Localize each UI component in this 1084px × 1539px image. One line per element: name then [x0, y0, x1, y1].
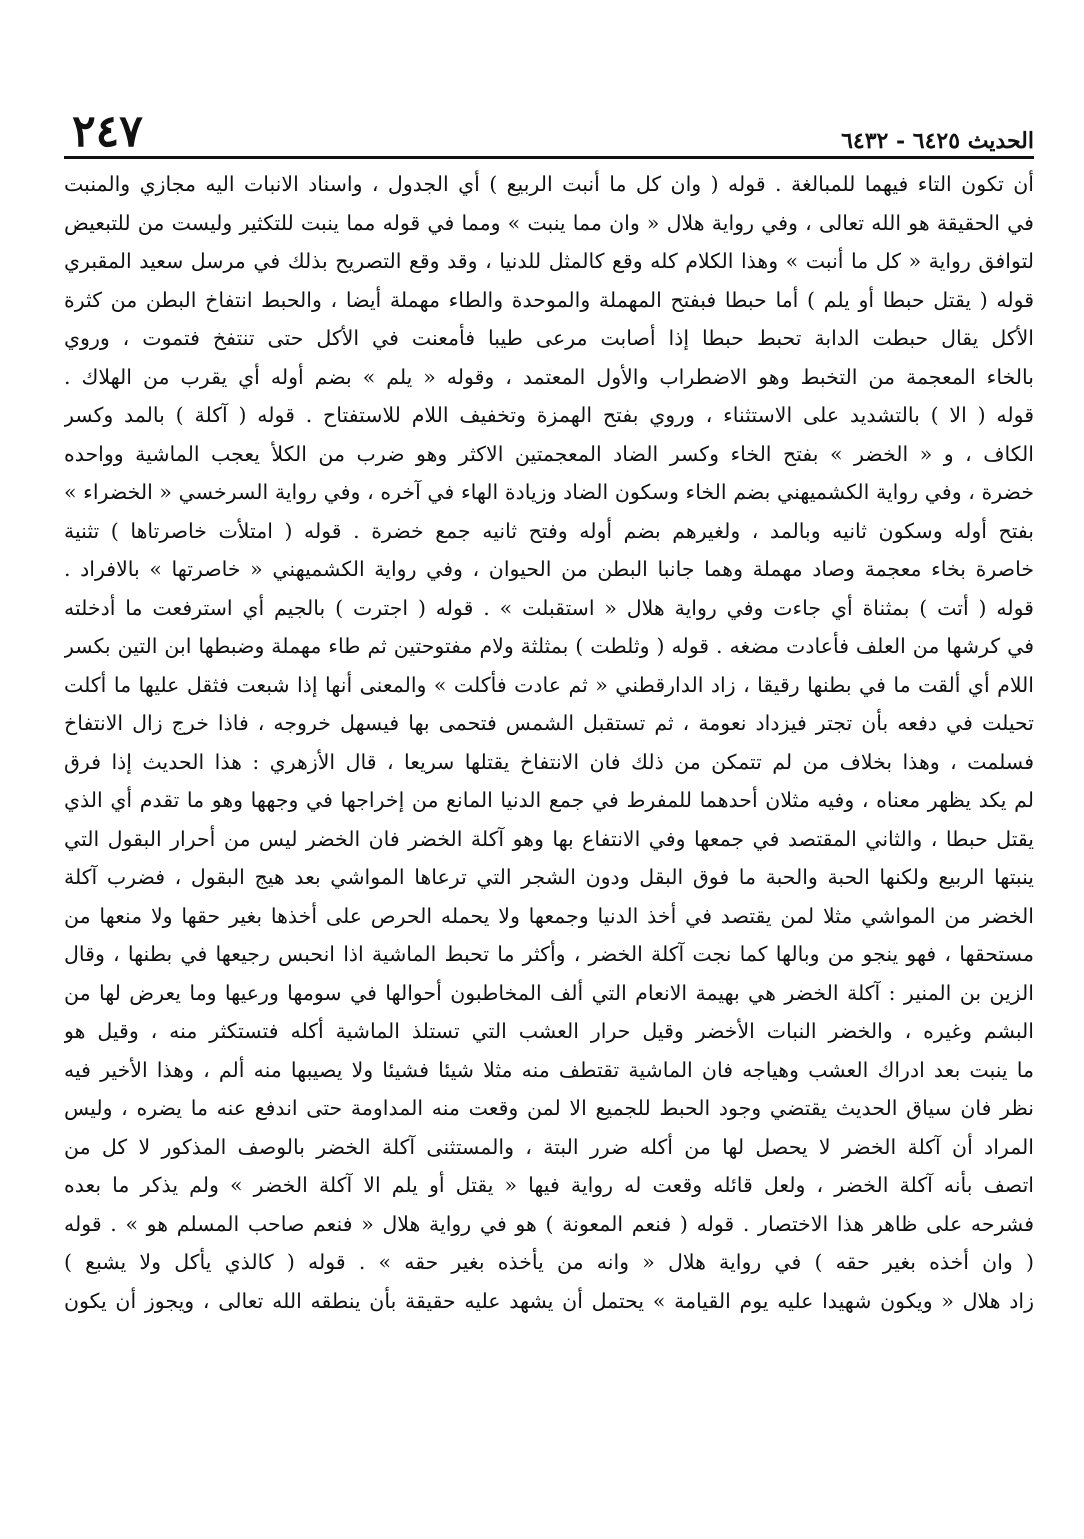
text-line: زاد هلال « ويكون شهيدا عليه يوم القيامة » يحتمل أن يشهد عليه حقيقة بأن ينطقه الله تعالى ، ويجوز أن يكون: [64, 1288, 1034, 1313]
text-line: الأكل يقال حبطت الدابة تحبط حبطا إذا أصابت مرعى طيبا فأمعنت في الأكل حتى تنتفخ فتموت ، وروي: [64, 326, 1034, 350]
text-line: اللام أي ألقت ما في بطنها رقيقا ، زاد الدارقطني « ثم عادت فأكلت » والمعنى أنها إذا شبعت فثقل عليها ما أكلت: [64, 672, 1034, 697]
text-line: فشرحه على ظاهر هذا الاختصار . قوله ( فنعم المعونة ) هو في رواية هلال « فنعم صاحب المسلم هو » . قوله: [64, 1211, 1034, 1236]
text-line: ينبتها الربيع ولكنها الحبة والحبة ما فوق البقل ودون الشجر التي ترعاها المواشي بعد هيج البقول ، فضرب آكلة: [64, 865, 1034, 889]
text-line: يقتل حبطا ، والثاني المقتصد في جمعها وفي الانتفاع بها وهو آكلة الخضر فان الخضر ليس من أحرار البقول التي: [64, 826, 1034, 851]
text-line: أن تكون التاء فيهما للمبالغة . قوله ( وان كل ما أنبت الربيع ) أي الجدول ، واسناد الانبات اليه مجازي والمنبت: [64, 172, 1034, 196]
text-line: الخضر من المواشي مثلا لمن يقتصد في أخذ الدنيا وجمعها ولا يحمله الحرص على أخذها بغير حقها ولا منعها من: [64, 903, 1034, 928]
text-line: الكاف ، و « الخضر » بفتح الخاء وكسر الضاد المعجمتين الاكثر وهو ضرب من الكلأ يعجب الماشية وواحده: [64, 441, 1034, 466]
text-line: قوله ( أتت ) بمثناة أي جاءت وفي رواية هلال « استقبلت » . قوله ( اجترت ) بالجيم أي استرفعت ما أدخلته: [64, 595, 1034, 620]
page-header: [66, 104, 1034, 157]
text-line: تحيلت في دفعه بأن تجتر فيزداد نعومة ، ثم تستقبل الشمس فتحمى بها فيسهل خروجه ، فاذا خرج زال الانتفاخ: [64, 711, 1034, 735]
text-line: اتصف بأنه آكلة الخضر ، ولعل قائله وقعت له رواية فيها « يقتل أو يلم الا آكلة الخضر » ولم يذكر ما بعده: [64, 1173, 1034, 1197]
header-rule: [64, 156, 1034, 159]
text-line: ما ينبت بعد ادراك العشب وهياجه فان الماشية تقتطف منه مثلا شيئا فشيئا ولا يصيبها منه ألم ، وهذا الأخير فيه: [64, 1057, 1034, 1082]
text-line: مستحقها ، فهو ينجو من وبالها كما نجت آكلة الخضر ، وأكثر ما تحبط الماشية اذا انحبس رجيعها في بطنها ، وقال: [64, 942, 1034, 966]
text-line: قوله ( الا ) بالتشديد على الاستثناء ، وروي بفتح الهمزة وتخفيف اللام للاستفتاح . قوله ( آكلة ) بالمد وكسر: [64, 403, 1034, 427]
text-line: البشم وغيره ، والخضر النبات الأخضر وقيل حرار العشب التي تستلذ الماشية أكله فتستكثر منه ، وقيل هو: [64, 1019, 1034, 1043]
text-line: في كرشها من العلف فأعادت مضغه . قوله ( وثلطت ) بمثلثة ولام مفتوحتين ثم طاء مهملة وضبطها ابن التين بكسر: [64, 634, 1034, 658]
text-line: ( وان أخذه بغير حقه ) في رواية هلال « وانه من يأخذه بغير حقه » . قوله ( كالذي يأكل ولا يشبع ): [64, 1250, 1034, 1274]
text-line: الزين بن المنير : آكلة الخضر هي بهيمة الانعام التي ألف المخاطبون أحوالها في سومها ورعيها وما يعرض لها من: [64, 980, 1034, 1005]
text-line: خاصرة بخاء معجمة وصاد مهملة وهما جانبا البطن من الحيوان ، وفي رواية الكشميهني « خاصرتها » بالافراد .: [64, 557, 1034, 581]
running-head: الحديث ٦٤٢٥ - ٦٤٣٢: [841, 128, 1034, 154]
text-line: فسلمت ، وهذا بخلاف من لم تتمكن من ذلك فان الانتفاخ يقتلها سريعا ، قال الأزهري : هذا الحديث إذا فرق: [64, 749, 1034, 774]
text-line: خضرة ، وفي رواية الكشميهني بضم الخاء وسكون الضاد وزيادة الهاء في آخره ، وفي رواية السرخسي « الخضراء »: [64, 480, 1034, 504]
text-line: في الحقيقة هو الله تعالى ، وفي رواية هلال « وان مما ينبت » ومما في قوله مما ينبت للتكثير وليست من للتبعيض: [64, 210, 1034, 235]
text-line: بالخاء المعجمة من التخبط وهو الاضطراب والأول المعتمد ، وقوله « يلم » بضم أوله أي يقرب من الهلاك .: [64, 364, 1034, 389]
text-line: قوله ( يقتل حبطا أو يلم ) أما حبطا فبفتح المهملة والموحدة والطاء مهملة أيضا ، والحبط انتفاخ البطن من كثرة: [64, 287, 1034, 312]
text-line: بفتح أوله وسكون ثانيه وبالمد ، ولغيرهم بضم أوله وفتح ثانيه جمع خضرة . قوله ( امتلأت خاصرتاها ) تثنية: [64, 518, 1034, 543]
text-line: المراد أن آكلة الخضر لا يحصل لها من أكله ضرر البتة ، والمستثنى آكلة الخضر بالوصف المذكور لا كل من: [64, 1134, 1034, 1159]
text-line: لتوافق رواية « كل ما أنبت » وهذا الكلام كله وقع كالمثل للدنيا ، وقد وقع التصريح بذلك في مرسل سعيد المقبري: [64, 249, 1034, 273]
text-line: لم يكد يظهر معناه ، وفيه مثلان أحدهما للمفرط في جمع الدنيا المانع من إخراجها في وجهها وهو ما تقدم أي الذي: [64, 788, 1034, 812]
page-number: ٢٤٧: [72, 106, 143, 157]
text-line: نظر فان سياق الحديث يقتضي وجود الحبط للجميع الا لمن وقعت منه المداومة حتى اندفع عنه ما يضره ، وليس: [64, 1096, 1034, 1120]
body-text: [64, 165, 1034, 1499]
